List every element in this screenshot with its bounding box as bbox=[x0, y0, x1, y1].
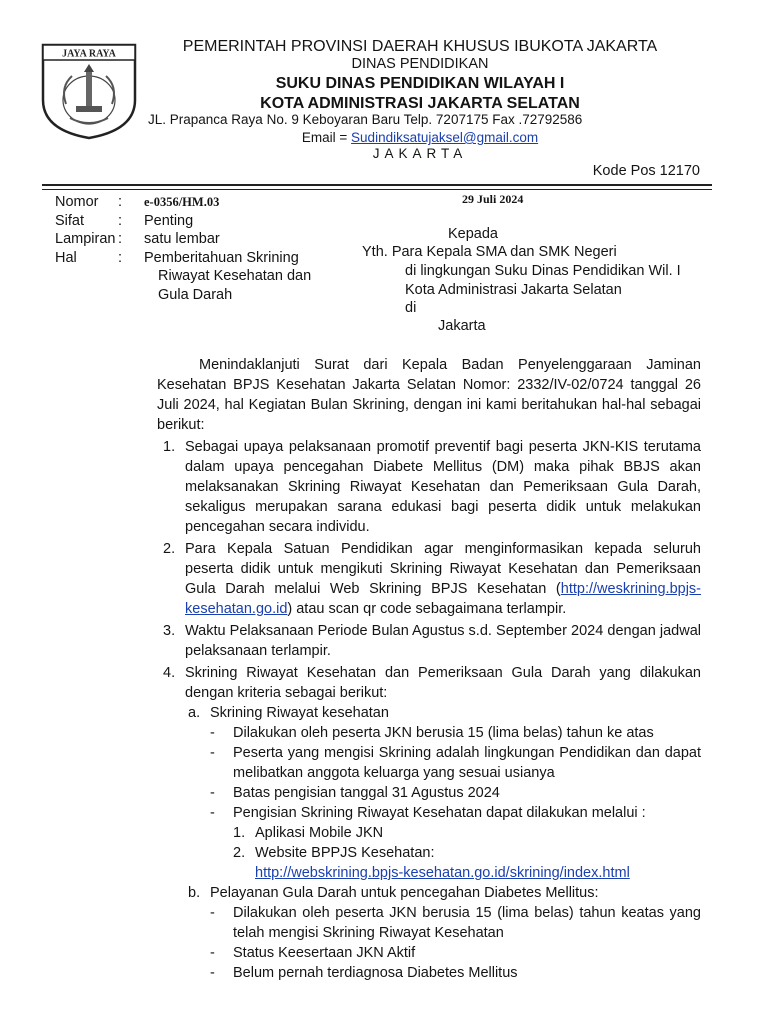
dash-item: - Status Keesertaan JKN Aktif bbox=[210, 945, 416, 961]
meta-lampiran: satu lembar bbox=[144, 231, 220, 247]
header-rule-thick bbox=[42, 184, 712, 186]
sub-b-text: Pelayanan Gula Darah untuk pencegahan Diabetes Mellitus: bbox=[210, 885, 599, 901]
meta-values bbox=[144, 193, 329, 304]
header-rule-thin bbox=[42, 189, 712, 190]
a-dash-4-opt-1: Aplikasi Mobile JKN bbox=[255, 825, 384, 841]
a-dash-4-opt-2: Website BPPJS Kesehatan: bbox=[255, 845, 435, 861]
letter-body bbox=[157, 355, 701, 983]
dash-item: - Belum pernah terdiagnosa Diabetes Mellitus bbox=[210, 965, 518, 981]
meta-label-nomor: Nomor bbox=[55, 194, 99, 210]
item-2-text-b: ) atau scan qr code sebagaimana terlampir. bbox=[287, 601, 567, 617]
meta-hal-1: Pemberitahuan Skrining bbox=[144, 249, 299, 266]
dash-item: - Peserta yang mengisi Skrining adalah lingkungan Pendidikan dan dapat melibatkan anggota keluarga yang sesuai usianya bbox=[210, 745, 701, 781]
city-admin-line: KOTA ADMINISTRASI JAKARTA SELATAN bbox=[260, 95, 580, 112]
list-item: 4. Skrining Riwayat Kesehatan dan Pemeriksaan Gula Darah yang dilakukan dengan kriteria sebagai berikut: bbox=[163, 665, 701, 701]
recipient-line-3: Kota Administrasi Jakarta Selatan bbox=[405, 282, 622, 298]
email-label: Email = bbox=[301, 130, 352, 145]
recipient-line-2: di lingkungan Suku Dinas Pendidikan Wil. I bbox=[405, 263, 681, 279]
letter-date: 29 Juli 2024 bbox=[462, 192, 524, 206]
meta-label-sifat: Sifat bbox=[55, 212, 85, 229]
b-dash-1: Dilakukan oleh peserta JKN berusia 15 (lima belas) tahun keatas yang telah mengisi Skrining Riwayat Kesehatan bbox=[233, 905, 701, 941]
gov-line: PEMERINTAH PROVINSI DAERAH KHUSUS IBUKOTA JAKARTA bbox=[182, 38, 658, 55]
item-3-text: Waktu Pelaksanaan Periode Bulan Agustus s.d. September 2024 dengan jadwal pelaksanaan terlampir. bbox=[185, 623, 701, 659]
meta-labels bbox=[55, 193, 115, 267]
weskrining-link[interactable]: http://weskrining.bpjs-kesehatan.go.id bbox=[185, 581, 701, 617]
numbered-list bbox=[157, 437, 701, 703]
recipient-line-4: di bbox=[405, 300, 417, 316]
postal-code: Kode Pos 12170 bbox=[592, 163, 700, 179]
dept-line: DINAS PENDIDIKAN bbox=[351, 56, 489, 72]
a-dash-2: Peserta yang mengisi Skrining adalah lingkungan Pendidikan dan dapat melibatkan anggota keluarga yang sesuai usianya bbox=[233, 745, 701, 781]
dash-item: - Batas pengisian tanggal 31 Agustus 2024 bbox=[210, 785, 500, 801]
office-line: SUKU DINAS PENDIDIKAN WILAYAH I bbox=[275, 75, 565, 92]
meta-label-hal: Hal bbox=[55, 249, 77, 266]
email-line bbox=[140, 130, 700, 145]
recipient-line-1: Yth. Para Kepala SMA dan SMK Negeri bbox=[362, 244, 617, 260]
webskrining-link[interactable]: http://webskrining.bpjs-kesehatan.go.id/skrining/index.html bbox=[255, 865, 630, 881]
b-dash-3: Belum pernah terdiagnosa Diabetes Mellitus bbox=[233, 965, 518, 981]
dash-item: - Dilakukan oleh peserta JKN berusia 15 (lima belas) tahun keatas yang telah mengisi Skrining Riwayat Kesehatan bbox=[210, 905, 701, 941]
recipient-kepada: Kepada bbox=[448, 226, 498, 242]
b-dash-2: Status Keesertaan JKN Aktif bbox=[233, 945, 416, 961]
sub-a-text: Skrining Riwayat kesehatan bbox=[210, 705, 389, 721]
list-item: 1. Sebagai upaya pelaksanaan promotif preventif bagi peserta JKN-KIS terutama dalam upaya pencegahan Diabete Mellitus (DM) maka pihak BBJS akan melaksanakan Skrining Riwayat Kesehatan dan Pemeriksaan Gula Darah, sekaligus merupakan sarana edukasi bagi peserta didik untuk melakukan pencegahan secara individu. bbox=[163, 439, 701, 535]
sub-item-b: b. Pelayanan Gula Darah untuk pencegahan Diabetes Mellitus: bbox=[188, 885, 599, 901]
sub2-link-row bbox=[157, 863, 701, 883]
list-item: 2. Para Kepala Satuan Pendidikan agar menginformasikan kepada seluruh peserta didik untuk mengikuti Skrining Riwayat Kesehatan dan Pemeriksaan Gula Darah melalui Web Skrining BPJS Kesehatan (http://weskrining.bpjs-kesehatan.go.id) atau scan qr code sebagaimana terlampir. bbox=[163, 541, 701, 617]
a-dash-3: Batas pengisian tanggal 31 Agustus 2024 bbox=[233, 785, 500, 801]
city-line: JAKARTA bbox=[372, 146, 468, 161]
jaya-raya-emblem-icon bbox=[40, 42, 138, 140]
emblem-text: JAYA RAYA bbox=[62, 48, 116, 60]
sub-item-a: a. Skrining Riwayat kesehatan bbox=[188, 705, 389, 721]
sub2-item: 2. Website BPPJS Kesehatan: bbox=[233, 845, 435, 861]
item-4-text: Skrining Riwayat Kesehatan dan Pemeriksaan Gula Darah yang dilakukan dengan kriteria sebagai berikut: bbox=[185, 665, 701, 701]
list-item: 3. Waktu Pelaksanaan Periode Bulan Agustus s.d. September 2024 dengan jadwal pelaksanaan terlampir. bbox=[163, 623, 701, 659]
item-1-text: Sebagai upaya pelaksanaan promotif preventif bagi peserta JKN-KIS terutama dalam upaya pencegahan Diabete Mellitus (DM) maka pihak BBJS akan melaksanakan Skrining Riwayat Kesehatan dan Pemeriksaan Gula Darah, sekaligus merupakan sarana edukasi bagi peserta didik untuk melakukan pencegahan secara individu. bbox=[185, 439, 701, 535]
address-line: JL. Prapanca Raya No. 9 Keboyaran Baru Telp. 7207175 Fax .72792586 bbox=[148, 112, 583, 127]
meta-label-lampiran: Lampiran bbox=[55, 231, 116, 247]
meta-sifat: Penting bbox=[144, 212, 194, 229]
dash-item: - Dilakukan oleh peserta JKN berusia 15 (lima belas) tahun ke atas bbox=[210, 725, 654, 741]
meta-hal-3: Gula Darah bbox=[158, 286, 233, 303]
dash-item: - Pengisian Skrining Riwayat Kesehatan dapat dilakukan melalui : bbox=[210, 805, 646, 821]
a-dash-1: Dilakukan oleh peserta JKN berusia 15 (lima belas) tahun ke atas bbox=[233, 725, 654, 741]
sub2-item: 1. Aplikasi Mobile JKN bbox=[233, 825, 384, 841]
meta-hal-2: Riwayat Kesehatan dan bbox=[158, 268, 312, 284]
email-link[interactable]: Sudindiksatujaksel@gmail.com bbox=[351, 130, 539, 145]
a-dash-4: Pengisian Skrining Riwayat Kesehatan dapat dilakukan melalui : bbox=[233, 805, 646, 821]
item-2-text-a: Para Kepala Satuan Pendidikan agar menginformasikan kepada seluruh peserta didik untuk mengikuti Skrining Riwayat Kesehatan dan Pemeriksaan Gula Darah melalui Web Skrining BPJS Kesehatan ( bbox=[185, 541, 701, 597]
intro-paragraph: Menindaklanjuti Surat dari Kepala Badan Penyelenggaraan Jaminan Kesehatan BPJS Kesehatan Jakarta Selatan Nomor: 2332/IV-02/0724 tanggal 26 Juli 2024, hal Kegiatan Bulan Skrining, dengan ini kami beritahukan hal-hal sebagai berikut: bbox=[157, 357, 701, 433]
meta-colons: : : : : bbox=[118, 194, 123, 266]
meta-nomor: e-0356/HM.03 bbox=[144, 195, 220, 209]
recipient-city: Jakarta bbox=[438, 318, 486, 334]
